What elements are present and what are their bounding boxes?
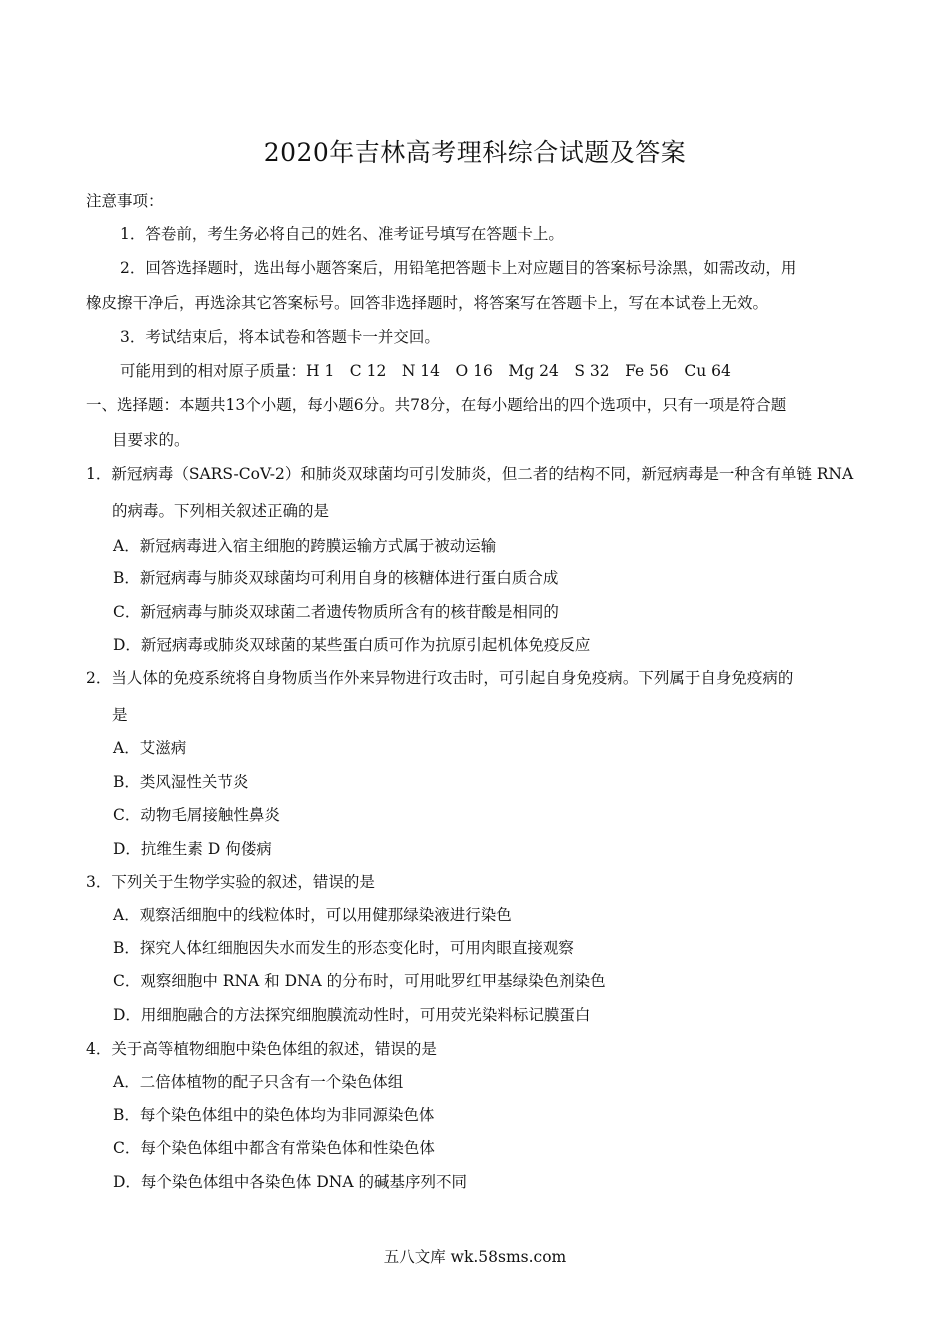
question-3-option-d: D．用细胞融合的方法探究细胞膜流动性时，可用荧光染料标记膜蛋白 — [113, 1006, 591, 1024]
page-footer: 五八文库 wk.58sms.com — [383, 1248, 567, 1266]
question-3-option-a: A．观察活细胞中的线粒体时，可以用健那绿染液进行染色 — [113, 906, 512, 924]
question-4-stem: 4．关于高等植物细胞中染色体组的叙述，错误的是 — [86, 1040, 437, 1058]
question-1-option-a: A．新冠病毒进入宿主细胞的跨膜运输方式属于被动运输 — [113, 537, 497, 555]
question-4-option-b: B．每个染色体组中的染色体均为非同源染色体 — [113, 1106, 435, 1124]
notice-item-3: 3．考试结束后，将本试卷和答题卡一并交回。 — [120, 328, 440, 346]
question-1-stem-line-1: 1．新冠病毒（SARS-CoV-2）和肺炎双球菌均可引发肺炎，但二者的结构不同，新冠病毒是一种含有单链 RNA — [86, 465, 854, 483]
question-1-option-d: D．新冠病毒或肺炎双球菌的某些蛋白质可作为抗原引起机体免疫反应 — [113, 636, 591, 654]
section-heading-line-2: 目要求的。 — [112, 431, 190, 449]
notice-heading: 注意事项： — [86, 192, 164, 210]
question-2-stem-line-2: 是 — [112, 706, 128, 724]
question-2-option-d: D．抗维生素 D 佝偻病 — [113, 840, 272, 858]
question-4-option-a: A．二倍体植物的配子只含有一个染色体组 — [113, 1073, 404, 1091]
notice-item-2-line-2: 橡皮擦干净后，再选涂其它答案标号。回答非选择题时，将答案写在答题卡上，写在本试卷上无效。 — [86, 294, 769, 312]
page-title: 2020年吉林高考理科综合试题及答案 — [263, 138, 687, 167]
question-3-option-b: B．探究人体红细胞因失水而发生的形态变化时，可用肉眼直接观察 — [113, 939, 574, 957]
notice-item-2-line-1: 2．回答选择题时，选出每小题答案后，用铅笔把答题卡上对应题目的答案标号涂黑，如需改动，用 — [120, 259, 797, 277]
question-1-option-c: C．新冠病毒与肺炎双球菌二者遗传物质所含有的核苷酸是相同的 — [113, 603, 559, 621]
atomic-mass-line: 可能用到的相对原子质量：H 1 C 12 N 14 O 16 Mg 24 S 32 Fe 56 Cu 64 — [120, 362, 731, 380]
question-4-option-c: C．每个染色体组中都含有常染色体和性染色体 — [113, 1139, 435, 1157]
question-3-option-c: C．观察细胞中 RNA 和 DNA 的分布时，可用吡罗红甲基绿染色剂染色 — [113, 972, 606, 990]
question-2-option-a: A．艾滋病 — [113, 739, 187, 757]
question-1-option-b: B．新冠病毒与肺炎双球菌均可利用自身的核糖体进行蛋白质合成 — [113, 569, 559, 587]
question-2-stem-line-1: 2．当人体的免疫系统将自身物质当作外来异物进行攻击时，可引起自身免疫病。下列属于自身免疫病的 — [86, 669, 794, 687]
question-4-option-d: D．每个染色体组中各染色体 DNA 的碱基序列不同 — [113, 1173, 467, 1191]
question-2-option-b: B．类风湿性关节炎 — [113, 773, 249, 791]
section-heading-line-1: 一、选择题：本题共13个小题，每小题6分。共78分，在每小题给出的四个选项中，只有一项是符合题 — [86, 396, 787, 414]
notice-item-1: 1．答卷前，考生务必将自己的姓名、准考证号填写在答题卡上。 — [120, 225, 564, 243]
question-1-stem-line-2: 的病毒。下列相关叙述正确的是 — [112, 502, 330, 520]
question-2-option-c: C．动物毛屑接触性鼻炎 — [113, 806, 280, 824]
question-3-stem: 3．下列关于生物学实验的叙述，错误的是 — [86, 873, 375, 891]
